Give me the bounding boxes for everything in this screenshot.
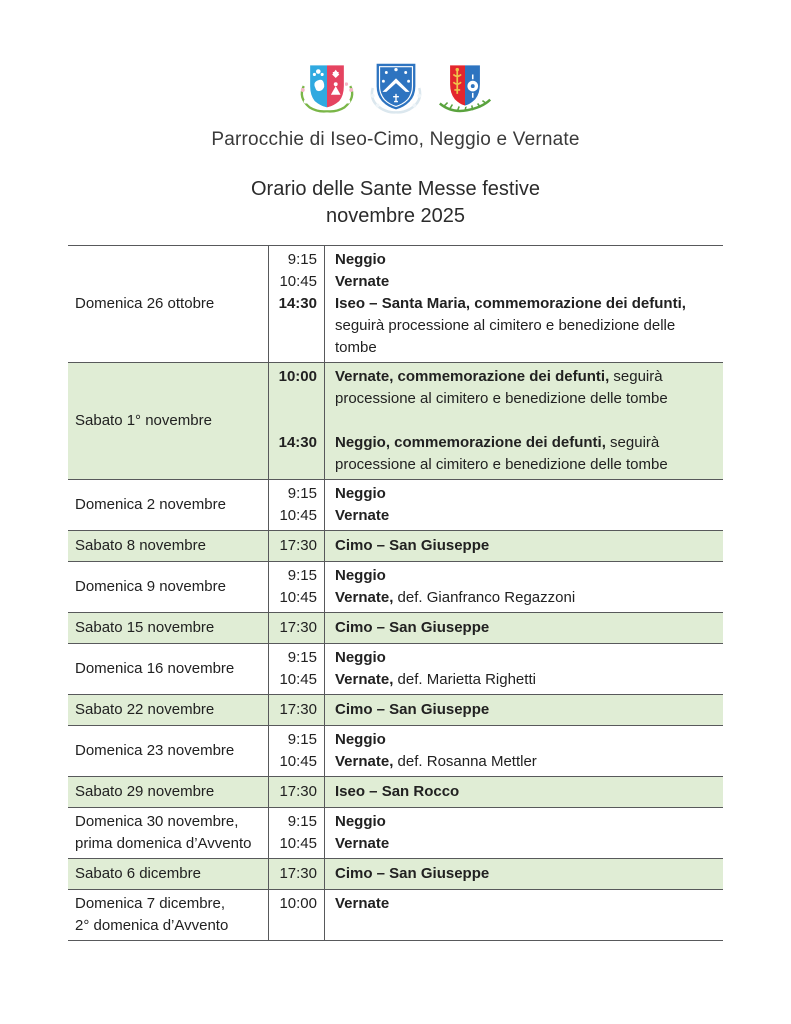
mass-time: 17:30 bbox=[279, 619, 317, 636]
table-row bbox=[68, 890, 723, 941]
date-label: Domenica 16 novembre bbox=[75, 660, 235, 677]
date-label-line2: prima domenica d’Avvento bbox=[75, 835, 252, 852]
mass-time: 14:30 bbox=[278, 295, 317, 312]
spacer bbox=[269, 388, 317, 432]
mass-time: 10:45 bbox=[279, 507, 317, 524]
mass-location: Neggio bbox=[335, 251, 386, 268]
date-label: Domenica 7 dicembre, bbox=[75, 895, 226, 912]
mass-time: 10:45 bbox=[279, 753, 317, 770]
date-label: Sabato 1° novembre bbox=[75, 412, 212, 429]
mass-location: Vernate bbox=[335, 835, 390, 852]
date-cell bbox=[68, 562, 268, 612]
date-label: Sabato 6 dicembre bbox=[75, 865, 201, 882]
time-cell bbox=[268, 613, 325, 643]
title-line-1: Orario delle Sante Messe festive bbox=[250, 178, 541, 200]
mass-location: Iseo – San Rocco bbox=[335, 783, 460, 800]
mass-location: Neggio bbox=[335, 485, 386, 502]
mass-time: 9:15 bbox=[287, 649, 317, 666]
date-cell bbox=[68, 531, 268, 561]
mass-time: 10:45 bbox=[279, 589, 317, 606]
date-cell bbox=[68, 246, 268, 362]
table-row bbox=[68, 531, 723, 562]
mass-location: Vernate, bbox=[335, 671, 394, 688]
mass-location: Neggio bbox=[335, 567, 386, 584]
table-row bbox=[68, 859, 723, 890]
time-cell bbox=[268, 890, 325, 940]
location-cell bbox=[325, 562, 723, 612]
mass-time: 9:15 bbox=[287, 813, 317, 830]
date-cell bbox=[68, 644, 268, 694]
date-label: Domenica 2 novembre bbox=[75, 496, 226, 513]
mass-time: 17:30 bbox=[279, 783, 317, 800]
table-row bbox=[68, 480, 723, 531]
date-cell bbox=[68, 695, 268, 725]
mass-time: 10:00 bbox=[278, 368, 317, 385]
parishes-line: Parrocchie di Iseo-Cimo, Neggio e Vernate bbox=[211, 129, 580, 150]
time-cell bbox=[268, 531, 325, 561]
crest-row bbox=[0, 0, 791, 116]
date-label: Sabato 15 novembre bbox=[75, 619, 215, 636]
date-label: Domenica 26 ottobre bbox=[75, 295, 215, 312]
location-cell bbox=[325, 480, 723, 530]
location-cell bbox=[325, 613, 723, 643]
table-row bbox=[68, 726, 723, 777]
mass-note: def. Marietta Righetti bbox=[397, 671, 536, 688]
date-label: Domenica 23 novembre bbox=[75, 742, 235, 759]
location-cell bbox=[325, 890, 723, 940]
mass-location: Iseo – Santa Maria, commemorazione dei defunti, bbox=[335, 295, 686, 312]
date-cell bbox=[68, 808, 268, 858]
mass-time: 14:30 bbox=[278, 434, 317, 451]
mass-location-line bbox=[335, 587, 715, 609]
mass-time: 10:45 bbox=[279, 671, 317, 688]
time-cell bbox=[268, 644, 325, 694]
date-label-line2: 2° domenica d’Avvento bbox=[75, 917, 229, 934]
iseo-cimo-crest-icon bbox=[296, 60, 358, 116]
date-label: Sabato 29 novembre bbox=[75, 783, 215, 800]
date-label: Domenica 9 novembre bbox=[75, 578, 226, 595]
mass-time: 10:45 bbox=[279, 835, 317, 852]
mass-note: def. Rosanna Mettler bbox=[397, 753, 537, 770]
mass-schedule-table bbox=[68, 245, 723, 941]
location-cell bbox=[325, 859, 723, 889]
mass-time: 17:30 bbox=[279, 537, 317, 554]
location-cell bbox=[325, 726, 723, 776]
date-cell bbox=[68, 363, 268, 479]
mass-location: Neggio bbox=[335, 813, 386, 830]
location-cell bbox=[325, 363, 723, 479]
mass-location-line bbox=[335, 751, 715, 773]
mass-time: 9:15 bbox=[287, 485, 317, 502]
mass-location: Cimo – San Giuseppe bbox=[335, 537, 490, 554]
time-cell bbox=[268, 808, 325, 858]
mass-location: Vernate bbox=[335, 507, 390, 524]
table-row bbox=[68, 695, 723, 726]
mass-time: 9:15 bbox=[287, 567, 317, 584]
time-cell bbox=[268, 777, 325, 807]
time-cell bbox=[268, 480, 325, 530]
mass-time: 9:15 bbox=[287, 731, 317, 748]
spacer bbox=[335, 410, 715, 432]
time-cell bbox=[268, 726, 325, 776]
mass-location: Neggio, commemorazione dei defunti, bbox=[335, 434, 606, 451]
mass-time: 9:15 bbox=[287, 251, 317, 268]
mass-location-line bbox=[335, 366, 715, 410]
vernate-crest-icon bbox=[434, 60, 496, 116]
date-cell bbox=[68, 726, 268, 776]
document-title bbox=[0, 176, 791, 230]
spacer bbox=[269, 915, 317, 937]
table-row bbox=[68, 246, 723, 363]
time-cell bbox=[268, 695, 325, 725]
mass-location: Vernate, bbox=[335, 753, 394, 770]
date-cell bbox=[68, 480, 268, 530]
mass-time: 10:45 bbox=[279, 273, 317, 290]
date-label: Domenica 30 novembre, bbox=[75, 813, 239, 830]
date-cell bbox=[68, 890, 268, 940]
mass-location: Vernate bbox=[335, 895, 390, 912]
mass-location-line bbox=[335, 293, 715, 359]
table-row bbox=[68, 613, 723, 644]
date-cell bbox=[68, 859, 268, 889]
mass-time: 17:30 bbox=[279, 865, 317, 882]
mass-location: Neggio bbox=[335, 649, 386, 666]
mass-location: Vernate, bbox=[335, 589, 394, 606]
title-line-2: novembre 2025 bbox=[326, 205, 465, 227]
table-row bbox=[68, 808, 723, 859]
time-cell bbox=[268, 246, 325, 362]
table-row bbox=[68, 363, 723, 480]
mass-note: seguirà processione al cimitero e benedizione delle tombe bbox=[335, 317, 676, 356]
mass-location: Vernate bbox=[335, 273, 390, 290]
location-cell bbox=[325, 531, 723, 561]
mass-note: seguirà processione al cimitero e benedizione delle tombe bbox=[335, 368, 668, 407]
neggio-crest-icon bbox=[365, 60, 427, 116]
mass-location: Cimo – San Giuseppe bbox=[335, 619, 490, 636]
location-cell bbox=[325, 695, 723, 725]
mass-location: Neggio bbox=[335, 731, 386, 748]
date-cell bbox=[68, 613, 268, 643]
mass-time: 17:30 bbox=[279, 701, 317, 718]
date-label: Sabato 22 novembre bbox=[75, 701, 215, 718]
location-cell bbox=[325, 246, 723, 362]
time-cell bbox=[268, 363, 325, 479]
time-cell bbox=[268, 562, 325, 612]
mass-location: Cimo – San Giuseppe bbox=[335, 701, 490, 718]
table-row bbox=[68, 644, 723, 695]
date-label: Sabato 8 novembre bbox=[75, 537, 206, 554]
time-cell bbox=[268, 859, 325, 889]
mass-note: def. Gianfranco Regazzoni bbox=[397, 589, 576, 606]
mass-location: Vernate, commemorazione dei defunti, bbox=[335, 368, 610, 385]
mass-note: seguirà processione al cimitero e benedizione delle tombe bbox=[335, 434, 668, 473]
mass-location-line bbox=[335, 432, 715, 476]
table-row bbox=[68, 562, 723, 613]
date-cell bbox=[68, 777, 268, 807]
mass-time: 10:00 bbox=[279, 895, 317, 912]
table-row bbox=[68, 777, 723, 808]
location-cell bbox=[325, 644, 723, 694]
location-cell bbox=[325, 808, 723, 858]
mass-location-line bbox=[335, 669, 715, 691]
mass-location: Cimo – San Giuseppe bbox=[335, 865, 490, 882]
location-cell bbox=[325, 777, 723, 807]
